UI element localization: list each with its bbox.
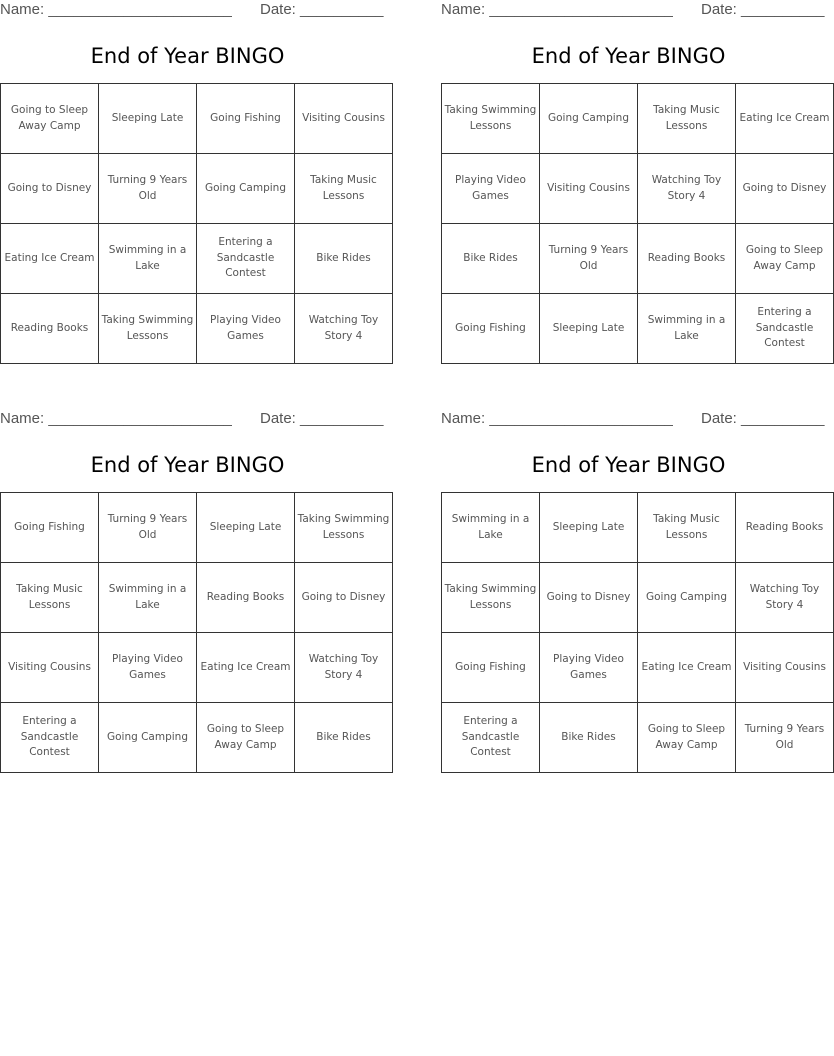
bingo-cell: Going Camping [638, 563, 736, 633]
bingo-cell: Taking Music Lessons [638, 493, 736, 563]
bingo-cell: Going to Disney [736, 154, 834, 224]
grid-row [1, 224, 393, 294]
bingo-cell: Visiting Cousins [1, 633, 99, 703]
bingo-grid [0, 83, 393, 364]
bingo-cell: Swimming in a Lake [638, 294, 736, 364]
bingo-cell: Visiting Cousins [540, 154, 638, 224]
bingo-cell: Going to Disney [295, 563, 393, 633]
bingo-cell: Going Camping [197, 154, 295, 224]
bingo-cell: Bike Rides [540, 703, 638, 773]
bingo-cell: Entering a Sandcastle Contest [736, 294, 834, 364]
date-field-label: Date: __________ [260, 1, 384, 18]
bingo-grid [441, 83, 834, 364]
bingo-cell: Going to Sleep Away Camp [197, 703, 295, 773]
date-field-label: Date: __________ [701, 410, 825, 427]
bingo-cell: Watching Toy Story 4 [295, 633, 393, 703]
bingo-cell: Sleeping Late [99, 84, 197, 154]
grid-row [442, 224, 834, 294]
bingo-cell: Going Camping [99, 703, 197, 773]
bingo-cell: Playing Video Games [540, 633, 638, 703]
bingo-cell: Eating Ice Cream [736, 84, 834, 154]
bingo-cell: Entering a Sandcastle Contest [442, 703, 540, 773]
bingo-cell: Sleeping Late [197, 493, 295, 563]
bingo-card-4 [441, 409, 826, 759]
bingo-cell: Taking Swimming Lessons [442, 84, 540, 154]
grid-row [442, 633, 834, 703]
bingo-cell: Swimming in a Lake [99, 563, 197, 633]
name-field-label: Name: ______________________ [441, 1, 673, 18]
name-field-label: Name: ______________________ [0, 1, 232, 18]
bingo-cell: Taking Swimming Lessons [442, 563, 540, 633]
name-field-label: Name: ______________________ [441, 410, 673, 427]
bingo-card-2 [441, 0, 830, 350]
bingo-cell: Going to Sleep Away Camp [638, 703, 736, 773]
bingo-cell: Bike Rides [295, 703, 393, 773]
bingo-cell: Turning 9 Years Old [736, 703, 834, 773]
card-header [441, 409, 825, 429]
bingo-cell: Playing Video Games [99, 633, 197, 703]
grid-row [442, 84, 834, 154]
grid-row [1, 294, 393, 364]
bingo-cell: Going Camping [540, 84, 638, 154]
card-header [441, 0, 825, 20]
card-title: End of Year BINGO [90, 453, 285, 477]
grid-row [442, 493, 834, 563]
bingo-cell: Going to Sleep Away Camp [1, 84, 99, 154]
card-header [0, 409, 384, 429]
name-field-label: Name: ______________________ [0, 410, 232, 427]
date-field-label: Date: __________ [260, 410, 384, 427]
bingo-cell: Bike Rides [295, 224, 393, 294]
bingo-cell: Reading Books [1, 294, 99, 364]
card-title: End of Year BINGO [90, 44, 285, 68]
bingo-cell: Playing Video Games [442, 154, 540, 224]
bingo-cell: Going to Sleep Away Camp [736, 224, 834, 294]
bingo-card-1 [0, 0, 385, 342]
bingo-cell: Sleeping Late [540, 493, 638, 563]
bingo-cell: Bike Rides [442, 224, 540, 294]
grid-row [1, 84, 393, 154]
bingo-cell: Eating Ice Cream [638, 633, 736, 703]
bingo-card-3 [0, 409, 390, 759]
bingo-cell: Swimming in a Lake [99, 224, 197, 294]
bingo-cell: Turning 9 Years Old [99, 154, 197, 224]
bingo-cell: Visiting Cousins [736, 633, 834, 703]
grid-row [442, 154, 834, 224]
grid-row [1, 703, 393, 773]
card-title: End of Year BINGO [531, 44, 726, 68]
bingo-cell: Turning 9 Years Old [99, 493, 197, 563]
bingo-cell: Playing Video Games [197, 294, 295, 364]
grid-row [442, 294, 834, 364]
bingo-cell: Reading Books [638, 224, 736, 294]
bingo-cell: Taking Swimming Lessons [295, 493, 393, 563]
bingo-cell: Taking Swimming Lessons [99, 294, 197, 364]
card-header [0, 0, 384, 20]
bingo-cell: Going Fishing [1, 493, 99, 563]
grid-row [442, 563, 834, 633]
bingo-cell: Going to Disney [540, 563, 638, 633]
bingo-cell: Watching Toy Story 4 [295, 294, 393, 364]
bingo-cell: Watching Toy Story 4 [638, 154, 736, 224]
bingo-cell: Eating Ice Cream [1, 224, 99, 294]
bingo-cell: Taking Music Lessons [1, 563, 99, 633]
grid-row [1, 154, 393, 224]
bingo-cell: Taking Music Lessons [295, 154, 393, 224]
bingo-cell: Swimming in a Lake [442, 493, 540, 563]
bingo-cell: Visiting Cousins [295, 84, 393, 154]
bingo-cell: Eating Ice Cream [197, 633, 295, 703]
bingo-cell: Going Fishing [442, 294, 540, 364]
bingo-grid [0, 492, 393, 773]
bingo-grid [441, 492, 834, 773]
bingo-cell: Taking Music Lessons [638, 84, 736, 154]
bingo-cell: Sleeping Late [540, 294, 638, 364]
bingo-cell: Turning 9 Years Old [540, 224, 638, 294]
grid-row [442, 703, 834, 773]
grid-row [1, 563, 393, 633]
bingo-cell: Going to Disney [1, 154, 99, 224]
bingo-cell: Entering a Sandcastle Contest [1, 703, 99, 773]
grid-row [1, 633, 393, 703]
bingo-cell: Entering a Sandcastle Contest [197, 224, 295, 294]
bingo-cell: Going Fishing [197, 84, 295, 154]
bingo-cell: Reading Books [736, 493, 834, 563]
card-title: End of Year BINGO [531, 453, 726, 477]
bingo-cell: Going Fishing [442, 633, 540, 703]
date-field-label: Date: __________ [701, 1, 825, 18]
grid-row [1, 493, 393, 563]
bingo-cell: Reading Books [197, 563, 295, 633]
bingo-cell: Watching Toy Story 4 [736, 563, 834, 633]
